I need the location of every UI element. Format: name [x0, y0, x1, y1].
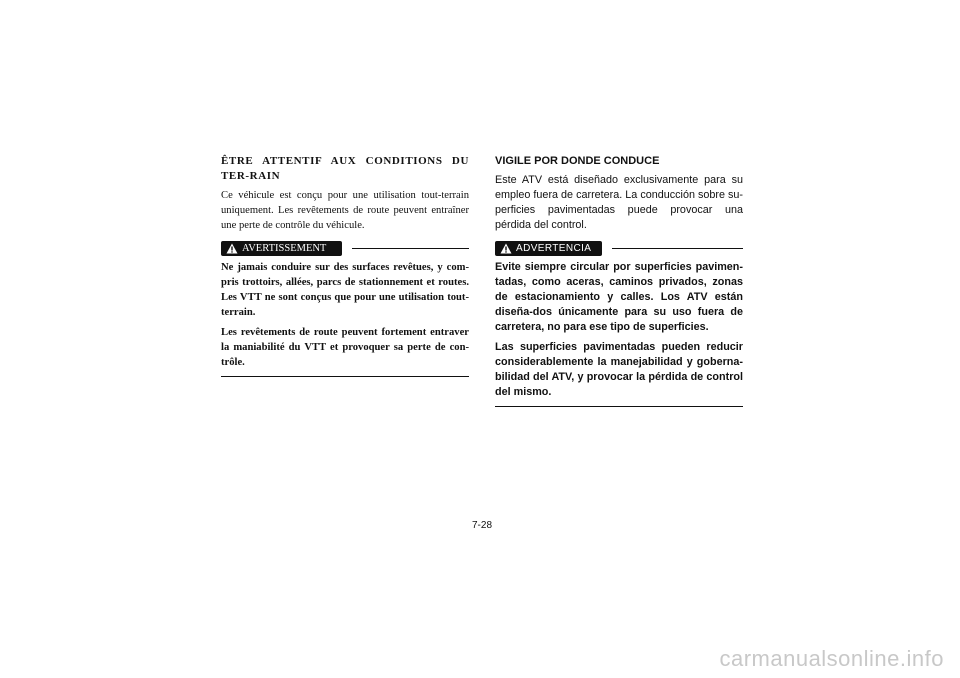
french-warning-end-rule [221, 376, 469, 377]
watermark: carmanualsonline.info [719, 646, 944, 671]
french-warning-rule [352, 248, 469, 249]
spanish-warning-text-2: Las superficies pavimentadas pueden reducir considerablemente la manejabilidad y goberna-bilidad del ATV, y provocar la pérdida de control del mismo. [495, 341, 743, 398]
french-warning-label: AVERTISSEMENT [242, 243, 327, 254]
french-heading: ÊTRE ATTENTIF AUX CONDITIONS DU TER-RAIN [221, 155, 469, 182]
spanish-heading: VIGILE POR DONDE CONDUCE [495, 155, 660, 167]
french-warning-text-2: Les revêtements de route peuvent fortement entraver la maniabilité du VTT et provoquer sa perte de con-trôle. [221, 327, 469, 368]
spanish-warning-label: ADVERTENCIA [516, 243, 592, 254]
warning-triangle-icon [500, 243, 512, 254]
page-number: 7-28 [472, 520, 493, 531]
french-warning-badge [221, 241, 342, 256]
spanish-warning-rule [612, 248, 743, 249]
spanish-warning-header [495, 241, 743, 256]
spanish-warning-text-1: Evite siempre circular por superficies pavimen-tadas, como aceras, caminos privados, zonas de estacionamiento y calles. Los ATV están diseña-dos únicamente para su uso fuera de carretera, no para ese tipo de superficies. [495, 261, 743, 333]
spanish-warning-end-rule [495, 406, 743, 407]
french-warning-header [221, 241, 469, 256]
spanish-column [495, 154, 743, 407]
spanish-body-text: Este ATV está diseñado exclusivamente para su empleo fuera de carretera. La conducción sobre su-perficies pavimentadas puede provocar una pérdida del control. [495, 174, 743, 231]
french-body-text: Ce véhicule est conçu pour une utilisation tout-terrain uniquement. Les revêtements de route peuvent entraîner une perte de contrôle du véhicule. [221, 190, 469, 231]
french-warning-text-1: Ne jamais conduire sur des surfaces revêtues, y com-pris trottoirs, allées, parcs de stationnement et routes. Les VTT ne sont conçus que pour une utilisation tout-terrain. [221, 262, 469, 318]
french-column [221, 154, 469, 377]
spanish-warning-badge [495, 241, 602, 256]
warning-triangle-icon [226, 243, 238, 254]
